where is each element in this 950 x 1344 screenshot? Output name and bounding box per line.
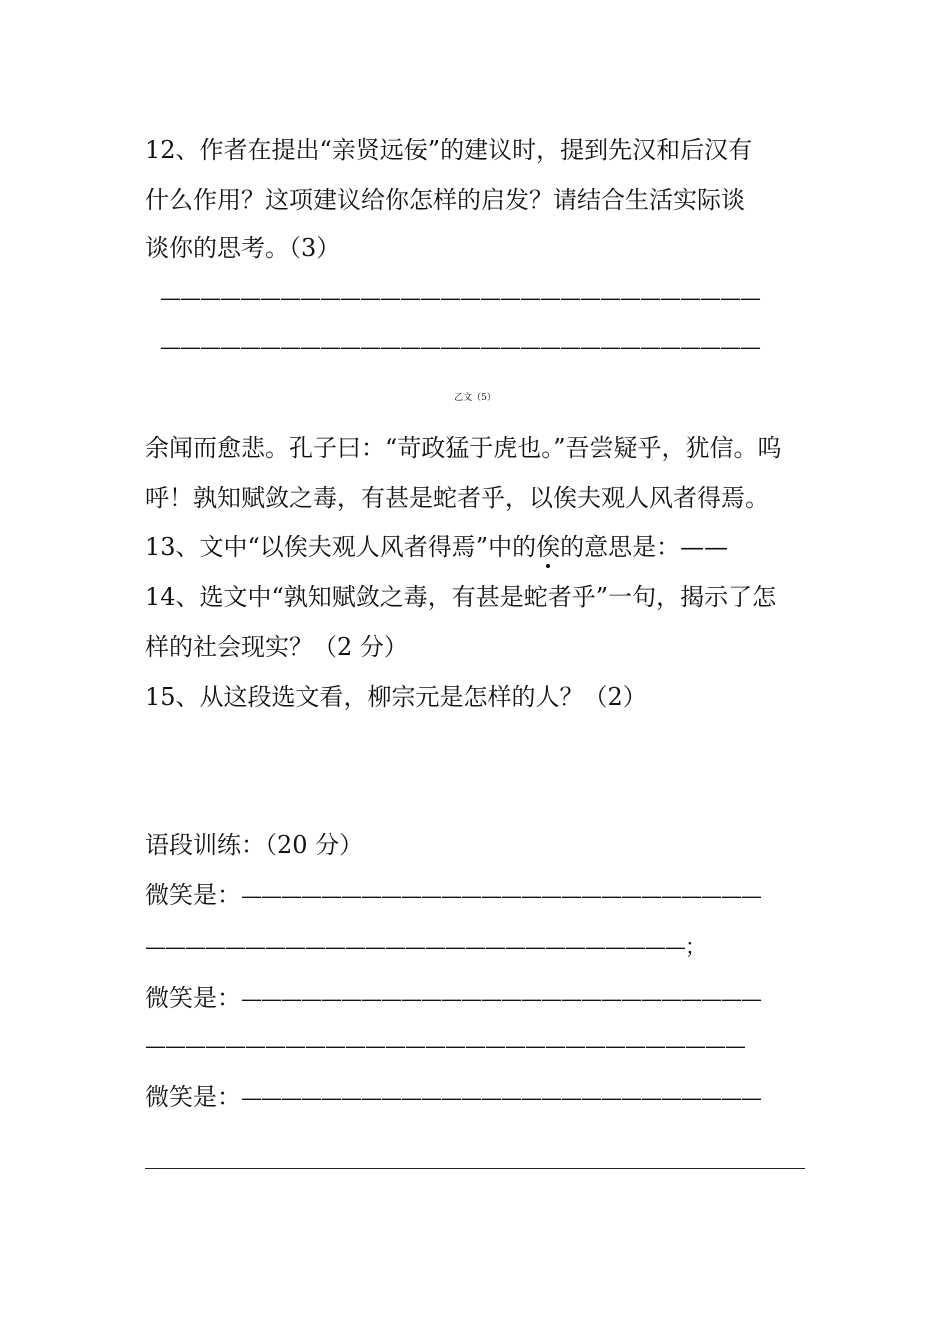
exercise-item-1-label: 微笑是：: [145, 881, 241, 909]
passage-b-text-line-1: 余闻而愈悲。孔子曰：“苛政猛于虎也。”吾尝疑乎，犹信。呜: [145, 434, 782, 462]
exercise-item-2-label: 微笑是：: [145, 984, 241, 1012]
exercise-heading: 语段训练：（20 分）: [145, 831, 364, 859]
q12-line-1: 12、作者在提出“亲贤远佞”的建议时，提到先汉和后汉有: [145, 136, 753, 164]
q14-line-1: 14、选文中“孰知赋敛之毒，有甚是蛇者乎”一句，揭示了怎: [145, 583, 777, 611]
answer-rule: [145, 1168, 805, 1169]
exercise-item-1-continuation: ———————————————————————————；: [145, 935, 705, 959]
q15-line-1: 15、从这段选文看，柳宗元是怎样的人？（2）: [145, 683, 647, 711]
exercise-item-2: [145, 983, 825, 1014]
q13-suffix: 的意思是：——: [560, 533, 729, 561]
q12-line-3: 谈你的思考。（3）: [145, 234, 341, 262]
q12-answer-line-1: ——————————————————————————————: [160, 286, 760, 310]
exercise-item-1-blank: ——————————————————————————: [241, 884, 761, 908]
q14-line-2: 样的社会现实？（2 分）: [145, 633, 408, 661]
q13-prefix: 13、文中“以俟夫观人风者得焉”中的: [145, 533, 537, 561]
passage-b-title: 乙文（5）: [454, 393, 496, 403]
q12-answer-line-2: ——————————————————————————————: [160, 335, 760, 359]
passage-b-text-line-2: 呼！孰知赋敛之毒，有甚是蛇者乎，以俟夫观人风者得焉。: [145, 484, 769, 512]
q12-line-2: 什么作用？这项建议给你怎样的启发？请结合生活实际谈: [145, 186, 745, 214]
exercise-item-3-label: 微笑是：: [145, 1083, 241, 1111]
q13-emphasized-char: 俟: [536, 533, 561, 561]
exercise-item-2-blank: ——————————————————————————: [241, 987, 761, 1011]
exercise-item-3-blank: ——————————————————————————: [241, 1086, 761, 1110]
exercise-item-3: [145, 1082, 825, 1113]
exercise-item-1: [145, 880, 825, 911]
q13-line: [145, 532, 825, 562]
exercise-item-2-continuation: ——————————————————————————————: [145, 1034, 745, 1058]
emphasis-dot: [546, 564, 550, 568]
